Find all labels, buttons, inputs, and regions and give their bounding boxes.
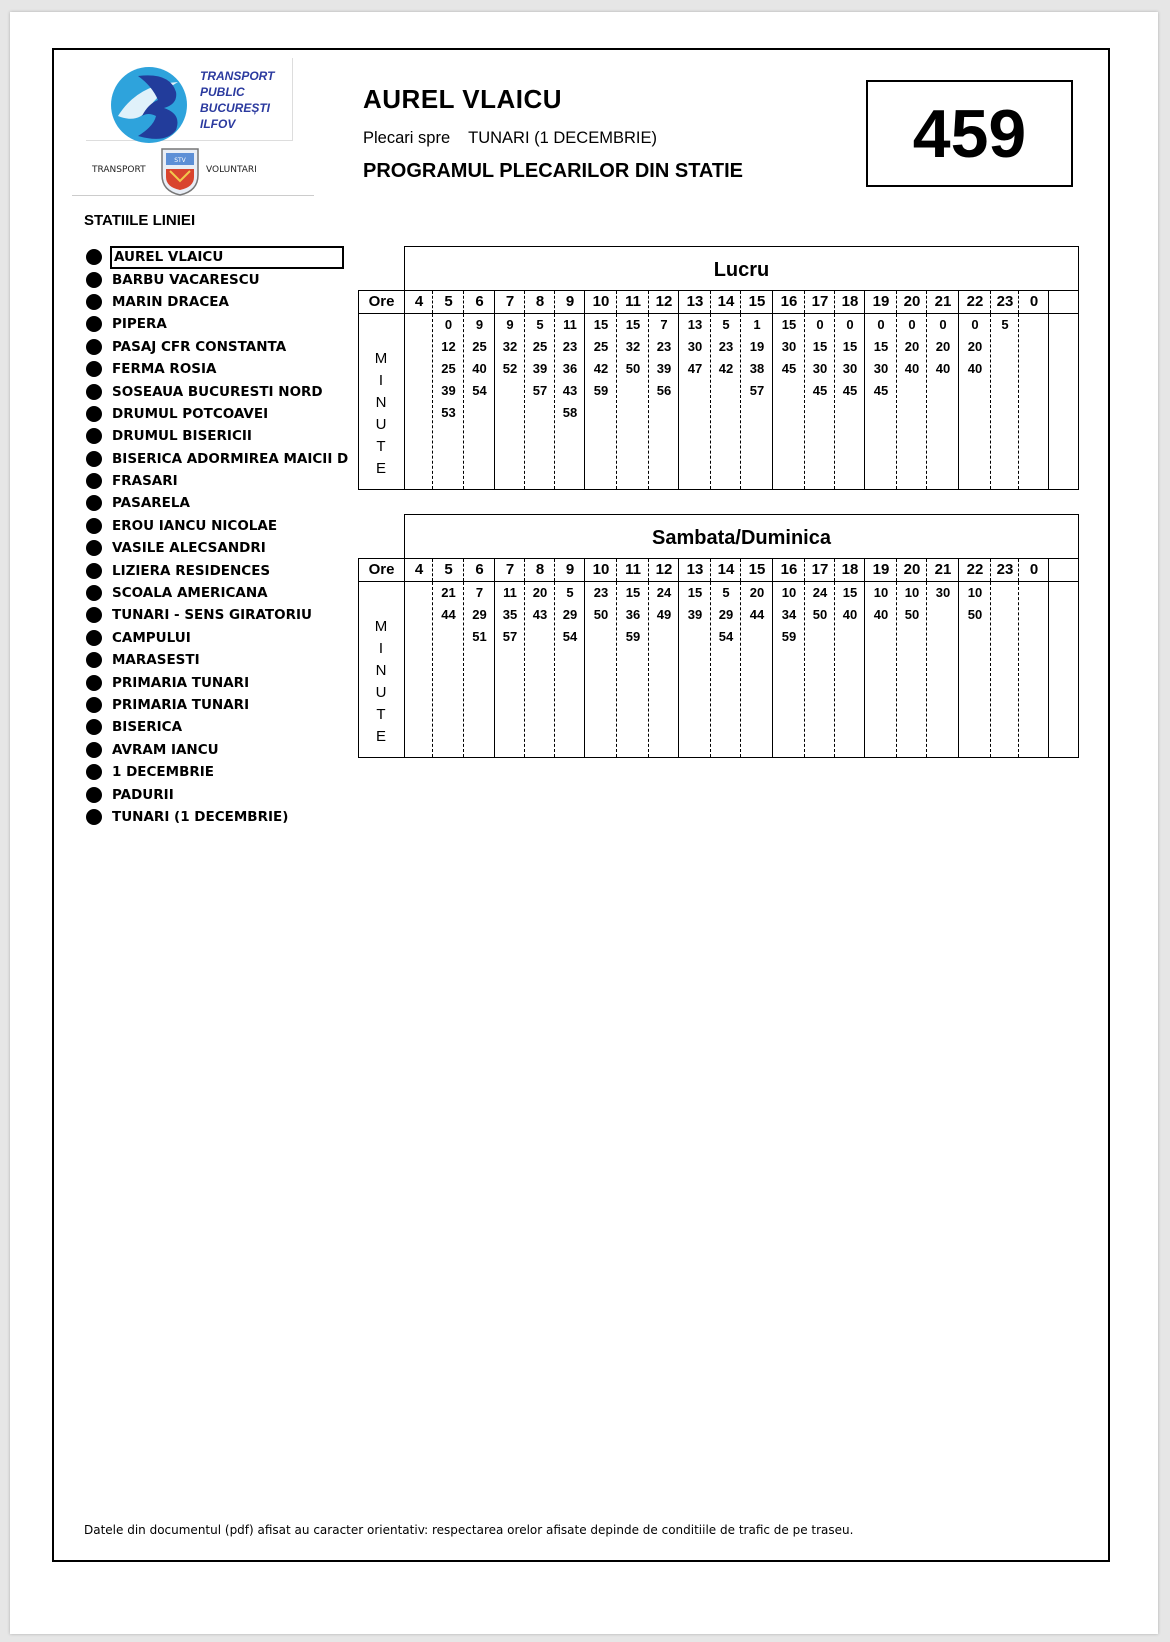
departure-minute: 12 — [441, 339, 456, 354]
departure-minute: 25 — [472, 339, 487, 354]
departure-minute: 23 — [593, 585, 609, 600]
hour-cell: 14 — [717, 561, 735, 578]
station-name: CAMPULUI — [112, 629, 191, 646]
departure-minute: 40 — [935, 361, 951, 376]
hour-cell: 19 — [872, 293, 890, 310]
column-divider — [1048, 559, 1049, 581]
timetable-grid — [358, 290, 1079, 490]
minutes-label-letter: T — [376, 706, 386, 723]
departure-minute: 15 — [842, 585, 858, 600]
minutes-label-letter: M — [374, 618, 388, 635]
station-dot-icon — [86, 272, 102, 288]
station-dot-icon — [86, 787, 102, 803]
departure-minute: 21 — [441, 585, 456, 600]
departure-minute: 52 — [502, 361, 518, 376]
departure-minute: 50 — [904, 607, 920, 622]
station-dot-icon — [86, 451, 102, 467]
departure-minute: 11 — [563, 317, 577, 332]
departure-minute: 43 — [532, 607, 548, 622]
column-divider — [1018, 314, 1019, 489]
station-dot-icon — [86, 361, 102, 377]
station-dot-icon — [86, 384, 102, 400]
minutes-label-letter: E — [375, 460, 386, 477]
departure-minute: 30 — [781, 339, 797, 354]
minutes-label-letter: E — [375, 728, 386, 745]
hour-cell: 13 — [686, 561, 704, 578]
departure-minute: 59 — [625, 629, 641, 644]
station-item — [86, 671, 350, 693]
departure-minute: 23 — [718, 339, 734, 354]
minutes-label-letter: N — [375, 394, 387, 411]
hour-cell: 9 — [565, 561, 575, 578]
departure-minute: 24 — [812, 585, 828, 600]
minutes-label-letter: N — [375, 662, 387, 679]
hour-cell: 6 — [475, 561, 484, 578]
departure-minute: 30 — [873, 361, 889, 376]
hour-cell: 0 — [1029, 293, 1039, 310]
station-dot-icon — [86, 563, 102, 579]
departure-minute: 40 — [904, 361, 920, 376]
station-name: PRIMARIA TUNARI — [112, 697, 250, 713]
departure-minute: 11 — [503, 585, 517, 600]
hour-cell: 22 — [966, 293, 984, 310]
station-name: DRUMUL POTCOAVEI — [112, 405, 269, 422]
station-item — [86, 268, 350, 290]
hour-cell: 8 — [535, 293, 545, 310]
departure-minute: 0 — [444, 317, 453, 332]
departure-minute: 0 — [877, 317, 885, 332]
station-title: AUREL VLAICU — [363, 84, 563, 114]
hour-cell: 20 — [903, 561, 921, 578]
station-item — [86, 313, 350, 335]
departures-line — [363, 129, 657, 148]
station-dot-icon — [86, 585, 102, 601]
hour-cell: 21 — [934, 561, 952, 578]
hour-cell: 7 — [505, 293, 515, 310]
station-item — [86, 783, 350, 805]
departure-minute: 5 — [536, 317, 544, 332]
departure-minute: 45 — [781, 361, 797, 376]
station-name: 1 DECEMBRIE — [112, 764, 215, 781]
hour-cell: 15 — [748, 561, 766, 578]
station-item — [86, 380, 350, 402]
departure-minute: 40 — [967, 361, 983, 376]
station-item — [86, 582, 350, 604]
departure-minute: 54 — [472, 383, 487, 398]
departure-minute: 15 — [873, 339, 889, 354]
minutes-label-letter: I — [378, 372, 384, 389]
hour-cell: 0 — [1029, 561, 1039, 578]
station-dot-icon — [86, 249, 102, 265]
station-name: LIZIERA RESIDENCES — [112, 562, 271, 579]
station-name: MARIN DRACEA — [112, 293, 229, 310]
hour-cell: 11 — [625, 561, 641, 578]
departure-minute: 50 — [625, 361, 641, 376]
station-item — [86, 627, 350, 649]
station-item — [86, 470, 350, 492]
departure-minute: 38 — [749, 361, 765, 376]
departure-minute: 20 — [749, 585, 765, 600]
station-dot-icon — [86, 473, 102, 489]
station-dot-icon — [86, 652, 102, 668]
voluntari-shield-icon — [160, 147, 200, 197]
departure-minute: 50 — [967, 607, 983, 622]
departure-minute: 35 — [502, 607, 518, 622]
svg-text:STV: STV — [174, 157, 186, 164]
departure-minute: 54 — [718, 629, 734, 644]
departure-minute: 1 — [753, 317, 761, 332]
station-name: AVRAM IANCU — [112, 741, 219, 758]
minutes-label-letter: T — [376, 438, 386, 455]
departure-minute: 40 — [472, 361, 487, 376]
departure-minute: 45 — [842, 383, 858, 398]
station-name: BISERICA ADORMIREA MAICII D — [112, 450, 349, 467]
departure-minute: 15 — [842, 339, 858, 354]
hour-cell: 8 — [535, 561, 545, 578]
departure-minute: 23 — [562, 339, 578, 354]
station-name: BISERICA — [112, 719, 183, 736]
station-name: TUNARI - SENS GIRATORIU — [112, 607, 312, 624]
departure-minute: 39 — [441, 383, 456, 398]
stations-title: STATIILE LINIEI — [84, 212, 196, 229]
transport-logo — [72, 55, 314, 200]
departure-minute: 10 — [873, 585, 889, 600]
departure-minute: 36 — [625, 607, 641, 622]
station-item — [86, 739, 350, 761]
departure-minute: 29 — [472, 607, 487, 622]
departure-minute: 59 — [781, 629, 797, 644]
departure-minute: 36 — [562, 361, 578, 376]
hour-cell: 4 — [414, 293, 424, 310]
station-name: SCOALA AMERICANA — [112, 585, 268, 602]
station-name: FERMA ROSIA — [112, 361, 217, 378]
departure-minute: 15 — [781, 317, 797, 332]
hour-cell: 16 — [780, 293, 798, 310]
minutes-area — [359, 582, 1078, 757]
logo-caption-left: TRANSPORT — [92, 165, 146, 175]
departure-minute: 20 — [935, 339, 951, 354]
hour-cell: 13 — [686, 293, 704, 310]
hour-cell: 22 — [966, 561, 984, 578]
departure-minute: 15 — [593, 317, 609, 332]
station-item — [86, 649, 350, 671]
departure-minute: 19 — [749, 339, 765, 354]
departure-minute: 9 — [475, 317, 484, 332]
station-item — [86, 403, 350, 425]
station-name: AUREL VLAICU — [110, 246, 344, 269]
departure-minute: 0 — [846, 317, 854, 332]
hour-cell: 18 — [841, 561, 859, 578]
departure-minute: 5 — [1001, 317, 1009, 332]
departure-minute: 51 — [472, 629, 487, 644]
station-name: MARASESTI — [112, 652, 200, 669]
departure-minute: 15 — [812, 339, 828, 354]
station-item — [86, 291, 350, 313]
tpbi-logo — [86, 58, 293, 141]
station-item — [86, 448, 350, 470]
station-dot-icon — [86, 630, 102, 646]
departure-minute: 39 — [532, 361, 548, 376]
departure-minute: 15 — [687, 585, 703, 600]
station-dot-icon — [86, 809, 102, 825]
departure-minute: 58 — [562, 405, 578, 420]
station-name: FRASARI — [112, 473, 178, 490]
station-dot-icon — [86, 428, 102, 444]
hour-cell: 23 — [996, 293, 1014, 310]
departure-minute: 9 — [506, 317, 514, 332]
station-name: PASARELA — [112, 495, 190, 512]
departure-minute: 29 — [562, 607, 578, 622]
station-dot-icon — [86, 540, 102, 556]
station-item — [86, 336, 350, 358]
hour-cell: 9 — [565, 293, 575, 310]
station-dot-icon — [86, 294, 102, 310]
minutes-label — [359, 582, 405, 757]
minutes-label-letter: M — [374, 350, 388, 367]
hour-cell: 21 — [934, 293, 952, 310]
tpbi-logo-text: TRANSPORT PUBLIC BUCUREȘTI ILFOV — [200, 69, 275, 131]
hour-cell: 10 — [592, 561, 610, 578]
departure-minute: 40 — [842, 607, 858, 622]
hours-row — [359, 559, 1078, 582]
station-name: EROU IANCU NICOLAE — [112, 517, 278, 534]
departure-minute: 53 — [441, 405, 456, 420]
station-dot-icon — [86, 697, 102, 713]
departure-minute: 13 — [687, 317, 703, 332]
departure-minute: 59 — [593, 383, 609, 398]
station-item — [86, 761, 350, 783]
departure-minute: 57 — [502, 629, 518, 644]
departure-minute: 20 — [967, 339, 983, 354]
hour-cell: 19 — [872, 561, 890, 578]
departure-minute: 30 — [935, 585, 951, 600]
station-dot-icon — [86, 339, 102, 355]
departure-minute: 10 — [904, 585, 920, 600]
hours-label: Ore — [359, 291, 405, 313]
hour-cell: 12 — [655, 293, 673, 310]
departure-minute: 50 — [812, 607, 828, 622]
hour-cell: 20 — [903, 293, 921, 310]
station-name: PADURII — [112, 786, 174, 803]
station-item — [86, 559, 350, 581]
station-list — [86, 246, 350, 828]
hour-cell: 11 — [625, 293, 641, 310]
departures-label: Plecari spre — [363, 129, 451, 147]
departure-minute: 45 — [873, 383, 889, 398]
departure-minute: 5 — [722, 317, 730, 332]
station-dot-icon — [86, 607, 102, 623]
departure-minute: 15 — [625, 585, 641, 600]
timetable-title: Lucru — [404, 246, 1079, 290]
hours-row — [359, 291, 1078, 314]
departure-minute: 0 — [971, 317, 979, 332]
departure-minute: 54 — [562, 629, 578, 644]
departure-minute: 0 — [816, 317, 824, 332]
station-name: VASILE ALECSANDRI — [112, 540, 266, 557]
departure-minute: 42 — [593, 361, 609, 376]
minutes-label — [359, 314, 405, 489]
minutes-area — [359, 314, 1078, 489]
station-dot-icon — [86, 406, 102, 422]
departure-minute: 29 — [718, 607, 734, 622]
hour-cell: 17 — [811, 561, 829, 578]
departure-minute: 20 — [904, 339, 920, 354]
hour-cell: 17 — [811, 293, 829, 310]
station-item — [86, 246, 350, 268]
departure-minute: 30 — [842, 361, 858, 376]
departure-minute: 5 — [722, 585, 730, 600]
departure-minute: 24 — [656, 585, 672, 600]
disclaimer: Datele din documentul (pdf) afisat au caracter orientativ: respectarea orelor afisate depinde de conditiile de trafic de pe traseu. — [84, 1523, 854, 1537]
departure-minute: 44 — [749, 607, 765, 622]
hour-cell: 5 — [444, 293, 453, 310]
departure-minute: 40 — [873, 607, 889, 622]
departure-minute: 25 — [593, 339, 609, 354]
station-name: DRUMUL BISERICII — [112, 428, 252, 445]
stv-logo — [72, 145, 314, 196]
departure-minute: 57 — [749, 383, 765, 398]
station-name: PIPERA — [112, 316, 167, 333]
departure-minute: 7 — [660, 317, 668, 332]
logo-caption-right: VOLUNTARI — [206, 165, 257, 175]
program-title: PROGRAMUL PLECARILOR DIN STATIE — [363, 160, 743, 182]
station-item — [86, 537, 350, 559]
departure-minute: 20 — [532, 585, 548, 600]
hours-label: Ore — [359, 559, 405, 581]
station-dot-icon — [86, 742, 102, 758]
departure-minute: 50 — [593, 607, 609, 622]
column-divider — [1048, 291, 1049, 313]
station-dot-icon — [86, 495, 102, 511]
hour-cell: 7 — [505, 561, 515, 578]
hour-cell: 14 — [717, 293, 735, 310]
station-dot-icon — [86, 764, 102, 780]
station-dot-icon — [86, 316, 102, 332]
destination: TUNARI (1 DECEMBRIE) — [468, 129, 657, 147]
departure-minute: 5 — [566, 585, 574, 600]
hour-cell: 4 — [414, 561, 424, 578]
departure-minute: 39 — [687, 607, 703, 622]
tpbi-emblem-icon — [108, 64, 190, 146]
departure-minute: 57 — [532, 383, 548, 398]
timetable-title: Sambata/Duminica — [404, 514, 1079, 558]
departure-minute: 30 — [687, 339, 703, 354]
hour-cell: 12 — [655, 561, 673, 578]
departure-minute: 49 — [656, 607, 672, 622]
station-item — [86, 492, 350, 514]
timetable-grid — [358, 558, 1079, 758]
station-item — [86, 806, 350, 828]
station-item — [86, 358, 350, 380]
departure-minute: 43 — [562, 383, 578, 398]
departure-minute: 25 — [532, 339, 548, 354]
departure-minute: 39 — [656, 361, 672, 376]
column-divider — [1048, 582, 1049, 757]
route-number: 459 — [866, 80, 1073, 187]
column-divider — [1018, 582, 1019, 757]
minutes-label-letter: U — [375, 684, 387, 701]
station-item — [86, 425, 350, 447]
station-item — [86, 515, 350, 537]
departure-minute: 7 — [475, 585, 484, 600]
departure-minute: 10 — [781, 585, 797, 600]
departure-minute: 32 — [625, 339, 641, 354]
hour-cell: 23 — [996, 561, 1014, 578]
departure-minute: 45 — [812, 383, 828, 398]
hour-cell: 16 — [780, 561, 798, 578]
station-name: SOSEAUA BUCURESTI NORD — [112, 383, 323, 400]
departure-minute: 47 — [687, 361, 703, 376]
departure-minute: 30 — [812, 361, 828, 376]
departure-minute: 0 — [939, 317, 947, 332]
minutes-label-letter: I — [378, 640, 384, 657]
station-dot-icon — [86, 675, 102, 691]
departure-minute: 23 — [656, 339, 672, 354]
departure-minute: 34 — [781, 607, 797, 622]
departure-minute: 44 — [441, 607, 456, 622]
departure-minute: 25 — [441, 361, 456, 376]
hour-cell: 15 — [748, 293, 766, 310]
station-dot-icon — [86, 719, 102, 735]
station-item — [86, 604, 350, 626]
hour-cell: 18 — [841, 293, 859, 310]
station-name: PASAJ CFR CONSTANTA — [112, 338, 287, 355]
departure-minute: 10 — [967, 585, 983, 600]
departure-minute: 32 — [502, 339, 518, 354]
station-name: PRIMARIA TUNARI — [112, 674, 250, 691]
departure-minute: 0 — [908, 317, 916, 332]
hour-cell: 10 — [592, 293, 610, 310]
station-name: TUNARI (1 DECEMBRIE) — [112, 808, 289, 825]
station-dot-icon — [86, 518, 102, 534]
station-name: BARBU VACARESCU — [112, 271, 260, 288]
station-item — [86, 694, 350, 716]
column-divider — [1048, 314, 1049, 489]
departure-minute: 42 — [718, 361, 734, 376]
station-item — [86, 716, 350, 738]
hour-cell: 6 — [475, 293, 484, 310]
hour-cell: 5 — [444, 561, 453, 578]
minutes-label-letter: U — [375, 416, 387, 433]
departure-minute: 15 — [625, 317, 641, 332]
departure-minute: 56 — [656, 383, 672, 398]
